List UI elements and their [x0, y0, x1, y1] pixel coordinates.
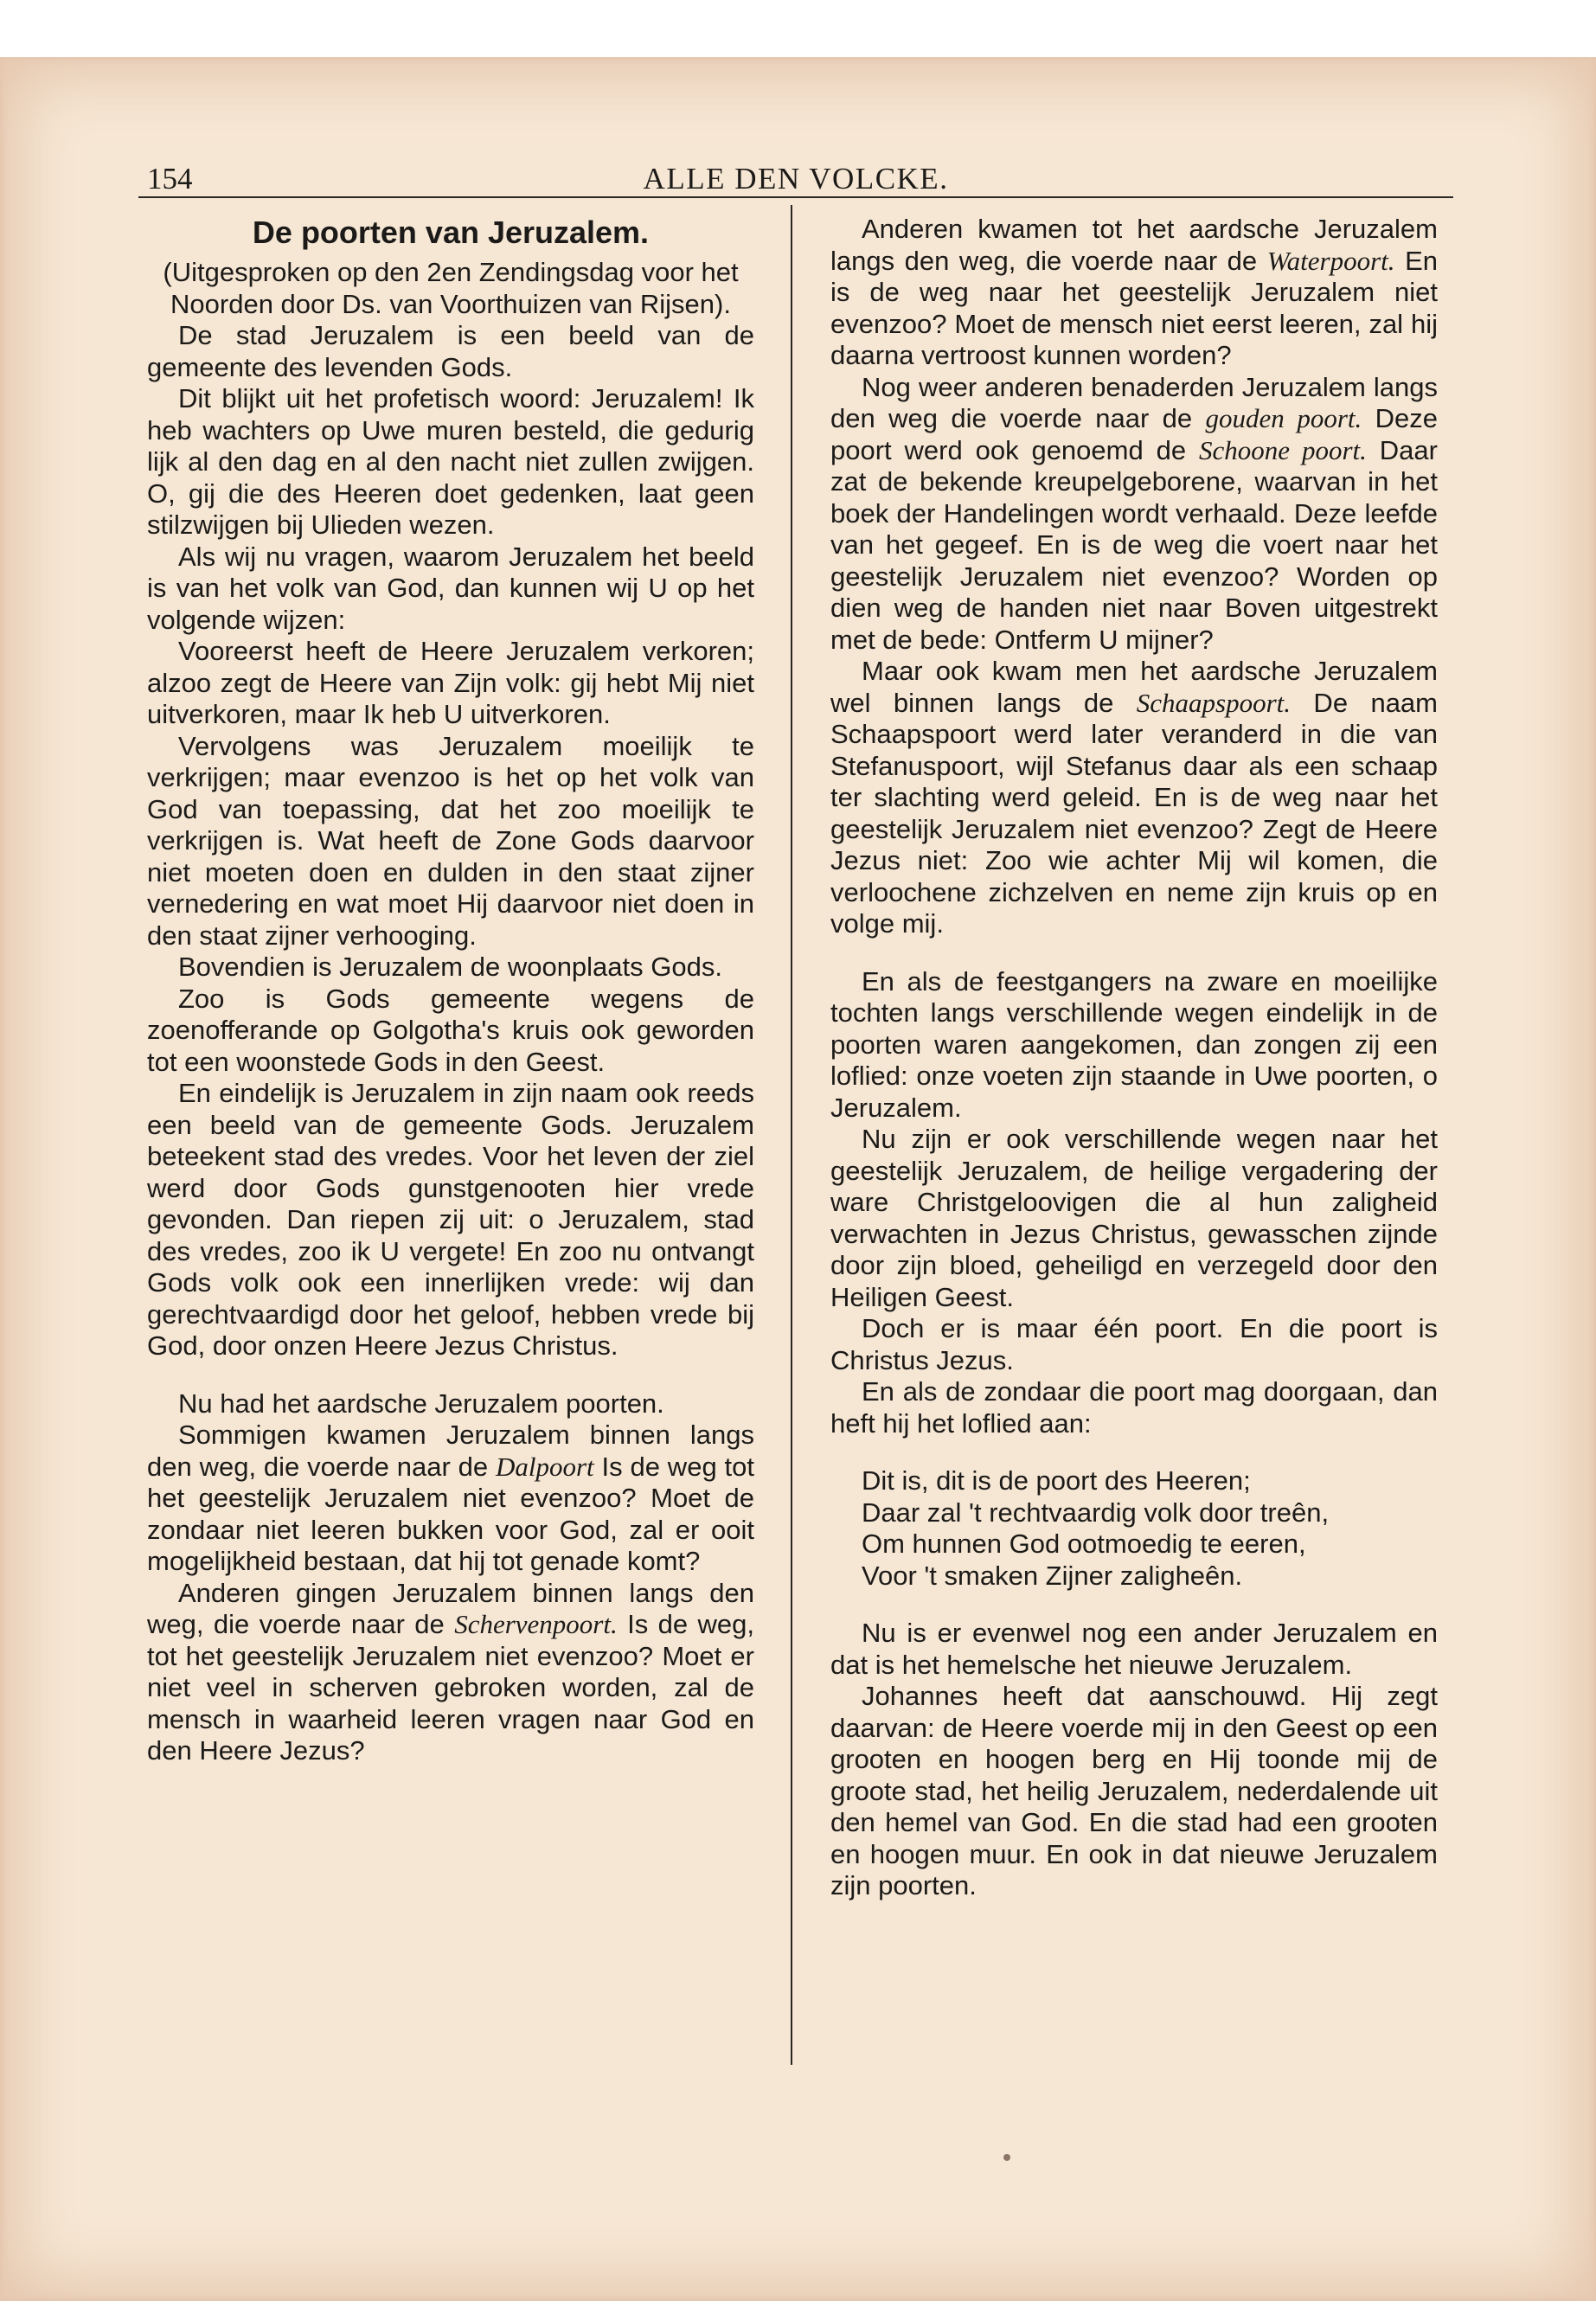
paragraph: Nu is er evenwel nog een ander Jeruzalem en dat is het hemelsche het nieuwe Jeruzalem.	[830, 1618, 1438, 1680]
paragraph: En als de feestgangers na zware en moeilijke tochten langs verschillende wegen eindelijk in de poorten waren aangekomen, dan zongen zij een loflied: onze voeten zijn staande in Uwe poorten, o Jeruzalem.	[830, 965, 1438, 1123]
page-header	[138, 151, 1453, 198]
verse-line: Daar zal 't rechtvaardig volk door treên,	[862, 1497, 1330, 1528]
text-run: Daar zat de bekende kreupelgeborene, waarvan in het boek der Handelingen wordt verhaald. Deze leefde van het gegeef. En is de weg die voert naar het geestelijk Jeruzalem niet evenzoo? Worden op dien weg de handen niet naar Boven uitgestrekt met de bede: Ontferm U mijner?	[830, 434, 1438, 655]
right-column	[830, 214, 1438, 1902]
paragraph	[147, 1420, 754, 1578]
text-run: En is de weg naar het geestelijk Jeruzalem niet evenzoo? Moet de mensch niet eerst leeren, zal hij daarna vertroost kunnen worden?	[830, 245, 1438, 370]
paragraph: Doch er is maar één poort. En die poort is Christus Jezus.	[830, 1313, 1438, 1375]
paragraph	[830, 214, 1438, 372]
text-run: Deze poort werd ook genoemd de	[830, 403, 1438, 465]
paragraph: Dit blijkt uit het profetisch woord: Jeruzalem! Ik heb wachters op Uwe muren besteld, die gedurig lijk al den dag en al den nacht niet zullen zwijgen. O, gij die des Heeren doet gedenken, laat geen stilzwijgen bij Ulieden wezen.	[147, 383, 754, 540]
paragraph: Johannes heeft dat aanschouwd. Hij zegt daarvan: de Heere voerde mij in den Geest op een grooten en hoogen berg en Hij toonde mij de groote stad, het heilig Jeruzalem, nederdalende uit den hemel van God. En die stad had een grooten en hoogen muur. En ook in dat nieuwe Jeruzalem zijn poorten.	[830, 1681, 1438, 1900]
paragraph	[830, 372, 1438, 657]
column-divider	[791, 205, 792, 2065]
paragraph: Nu zijn er ook verschillende wegen naar het geestelijk Jeruzalem, de heilige vergadering der ware Christgeloovigen die al hun zaligheid verwachten in Jezus Christus, gewasschen zijnde door zijn bloed, geheiligd en verzegeld door den Heiligen Geest.	[830, 1124, 1438, 1312]
gate-name: Schaapspoort.	[1136, 687, 1292, 718]
paragraph: En eindelijk is Jeruzalem in zijn naam ook reeds een beeld van de gemeente Gods. Jeruzalem beteekent stad des vredes. Voor het leven der ziel werd door Gods gunstgenooten hier vrede gevonden. Dan riepen zij uit: o Jeruzalem, stad des vredes, zoo ik U vergete! En zoo nu ontvangt Gods volk ook een innerlijken vrede: wij dan gerechtvaardigd door het geloof, hebben vrede bij God, door onzen Heere Jezus Christus.	[147, 1078, 754, 1361]
text-run: Is de weg, tot het geestelijk Jeruzalem niet evenzoo? Moet er niet veel in scherven gebroken worden, zal de mensch in waarheid leeren vragen naar God en den Heere Jezus?	[147, 1609, 754, 1766]
paragraph: Nu had het aardsche Jeruzalem poorten.	[178, 1388, 664, 1419]
paragraph: Vervolgens was Jeruzalem moeilijk te verkrijgen; maar evenzoo is het op het volk van God van toepassing, dat het zoo moeilijk te verkrijgen is. Wat heeft de Zone Gods daarvoor niet moeten doen en dulden in den staat zijner vernedering en wat moet Hij daarvoor niet doen in den staat zijner verhooging.	[147, 730, 754, 951]
paragraph: Zoo is Gods gemeente wegens de zoenofferande op Golgotha's kruis ook geworden tot een woonstede Gods in den Geest.	[147, 983, 754, 1077]
text-run: Anderen gingen Jeruzalem binnen langs den weg, die voerde naar de	[147, 1577, 754, 1639]
text-run: Is de weg tot het geestelijk Jeruzalem niet evenzoo? Moet de zondaar niet leeren bukken voor God, zal er ooit mogelijkheid bestaan, dat hij tot genade komt?	[147, 1451, 754, 1576]
paragraph: En als de zondaar die poort mag doorgaan, dan heft hij het loflied aan:	[830, 1376, 1438, 1439]
text-run: Anderen kwamen tot het aardsche Jeruzalem langs den weg, die voerde naar de	[830, 214, 1438, 276]
text-run: Sommigen kwamen Jeruzalem binnen langs den weg, die voerde naar de	[147, 1420, 754, 1482]
magazine-page	[138, 143, 1458, 2098]
paragraph: De stad Jeruzalem is een beeld van de gemeente des levenden Gods.	[147, 320, 754, 382]
left-column	[147, 214, 754, 1767]
page-number: 154	[147, 162, 193, 195]
text-run: De naam Schaapspoort werd later veranderd in die van Stefanuspoort, wijl Stefanus daar als een schaap ter slachting werd geleid. En is de weg naar het geestelijk Jeruzalem niet evenzoo? Zegt de Heere Jezus niet: Zoo wie achter Mij wil komen, die verloochene zichzelven en neme zijn kruis op en volge mij.	[830, 687, 1438, 939]
verse-line: Dit is, dit is de poort des Heeren;	[862, 1465, 1251, 1496]
article-subtitle: (Uitgesproken op den 2en Zendingsdag voor het Noorden door Ds. van Voorthuizen van Rijsen).	[163, 257, 739, 319]
article-title: De poorten van Jeruzalem.	[252, 215, 650, 250]
verse-line: Om hunnen God ootmoedig te eeren,	[862, 1529, 1306, 1559]
gate-name: Schervenpoort.	[454, 1609, 618, 1639]
paragraph: Vooreerst heeft de Heere Jeruzalem verkoren; alzoo zegt de Heere van Zijn volk: gij hebt Mij niet uitverkoren, maar Ik heb U uitverkoren.	[147, 636, 754, 729]
paragraph	[830, 656, 1438, 940]
ink-speck	[1003, 2154, 1010, 2161]
paragraph: Als wij nu vragen, waarom Jeruzalem het beeld is van het volk van God, dan kunnen wij U op het volgende wijzen:	[147, 541, 754, 635]
psalm-verse	[862, 1465, 1438, 1592]
running-head: ALLE DEN VOLCKE.	[643, 162, 949, 195]
gate-name: Waterpoort.	[1266, 245, 1395, 276]
gate-name: Schoone poort.	[1198, 434, 1367, 465]
text-run: Maar ook kwam men het aardsche Jeruzalem wel binnen langs de	[830, 656, 1438, 718]
gate-name: gouden poort.	[1205, 403, 1362, 433]
text-run: Nog weer anderen benaderden Jeruzalem langs den weg die voerde naar de	[830, 371, 1438, 433]
paragraph: Bovendien is Jeruzalem de woonplaats Gods.	[178, 952, 722, 982]
verse-line: Voor 't smaken Zijner zaligheên.	[862, 1560, 1243, 1591]
paragraph	[147, 1578, 754, 1767]
gate-name: Dalpoort	[495, 1451, 594, 1482]
